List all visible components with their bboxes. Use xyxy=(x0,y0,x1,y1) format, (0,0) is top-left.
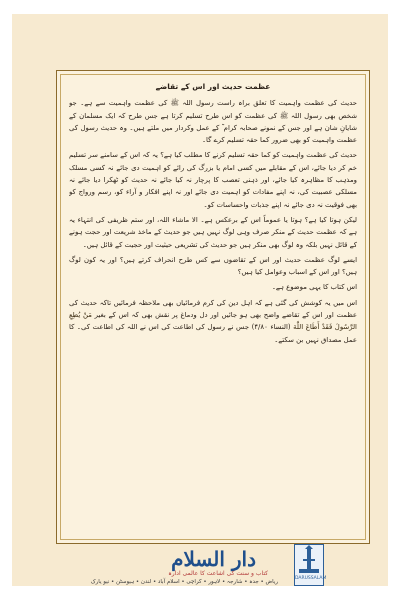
publisher-name: دار السلام xyxy=(171,547,256,571)
publisher-footer xyxy=(12,548,388,586)
publisher-cities: ریاض • جدہ • شارجہ • لاہور • کراچی • اسلام آباد • لندن • ہیوسٹن • نیو یارک xyxy=(90,579,278,585)
verse-reference: (النساء ۴/۸۰) xyxy=(251,323,291,332)
paragraph-4: ایسے لوگ عظمت حدیث اور اس کے تقاضوں سے کس طرح انحراف کرتے ہیں؟ اور یہ کون لوگ ہیں؟ اور اس کے اسباب وعوامل کیا ہیں؟ xyxy=(69,255,357,277)
publisher-logo-label: DARUSSALAM xyxy=(295,576,327,581)
book-back-cover xyxy=(12,14,388,586)
paragraph-3: لیکن ہوتا کیا ہے؟ ہوتا یا عموماً اس کے برعکس ہے۔ الا ماشاء اللہ، اور ستم ظریفی کی انتہاء یہ ہے کہ عظمت حدیث کے منکر صرف وہی لوگ نہیں ہیں جو حدیث کے ماخذ شریعت اور حجت ہونے کے قائل نہیں بلکہ وہ لوگ بھی منکر ہیں جو حدیث کی تشریعی حیثیت اور حجیت کے قائل ہیں۔ xyxy=(69,215,357,249)
minaret-icon xyxy=(295,545,323,575)
page-title: عظمت حدیث اور اس کے تقاضے xyxy=(155,82,271,91)
paragraph-5: اس کتاب کا یہی موضوع ہے۔ xyxy=(271,283,357,292)
publisher-logo xyxy=(294,544,327,586)
publisher-slogan: کتاب و سنت کی اشاعت کا عالمی ادارہ xyxy=(168,570,268,577)
body-text xyxy=(69,81,357,519)
paragraph-6 xyxy=(69,297,357,346)
paragraph-2: حدیث کی عظمت واہمیت کو کما حقہ تسلیم کرنے کا مطلب کیا ہے؟ یہ کہ اس کے سامنے سر تسلیم خم کر دیا جائے، اس کے مقابلے میں کسی امام یا بزرگ کی رائے کو اہمیت دی جائے نہ کسی مسلک ومذہب کا مظاہرہ کیا جائے، اور ذہنی تعصب کا پرچار نہ کیا جائے نہ حدیث کو ٹھکرا دیا جائے نہ مسلکی عصبیت کی، نہ اپنے مفادات کو اہمیت دی جائے اور نہ اپنے افکار و آراء کو، رسم ورواج کو بھی فوقیت نہ دی جائے نہ اپنے جذبات واحساسات کو۔ xyxy=(69,151,357,209)
text-frame xyxy=(56,70,370,544)
paragraph-6-text: اس میں یہ کوشش کی گئی ہے کہ اہل دین کی کرم فرمائیاں بھی ملاحظہ فرمائیں تاکہ حدیث کی عظمت اور اس کے تقاضے واضح بھی ہو جائیں اور دل ودماغ پر نقش بھی کہ اس کے بغیر xyxy=(69,298,357,320)
arabic-verse: مَنْ يُطِعِ الرَّسُولَ فَقَدْ أَطَاعَ اللَّهَ xyxy=(69,311,357,332)
paragraph-1: حدیث کی عظمت واہمیت کا تعلق براہ راست رسول اللہ ﷺ کی عظمت واہمیت سے ہے۔ جو شخص بھی رسول اللہ ﷺ کی عظمت کو اس طرح تسلیم کرتا ہے جس طرح کہ ایک مسلمان کے شایانِ شان ہے اور جس کے نمونے صحابہ کرام ؓ کے عمل وکردار میں ملتے ہیں۔ وہ حدیث رسول کی عظمت واہمیت کو بھی ضرور کما حقہ تسلیم کرے گا۔ xyxy=(69,99,357,145)
verse-tail: جس نے رسول کی اطاعت کی اس نے اللہ کی اطاعت کی۔ کا عمل مصداق نہیں بن سکتے۔ xyxy=(69,323,357,344)
